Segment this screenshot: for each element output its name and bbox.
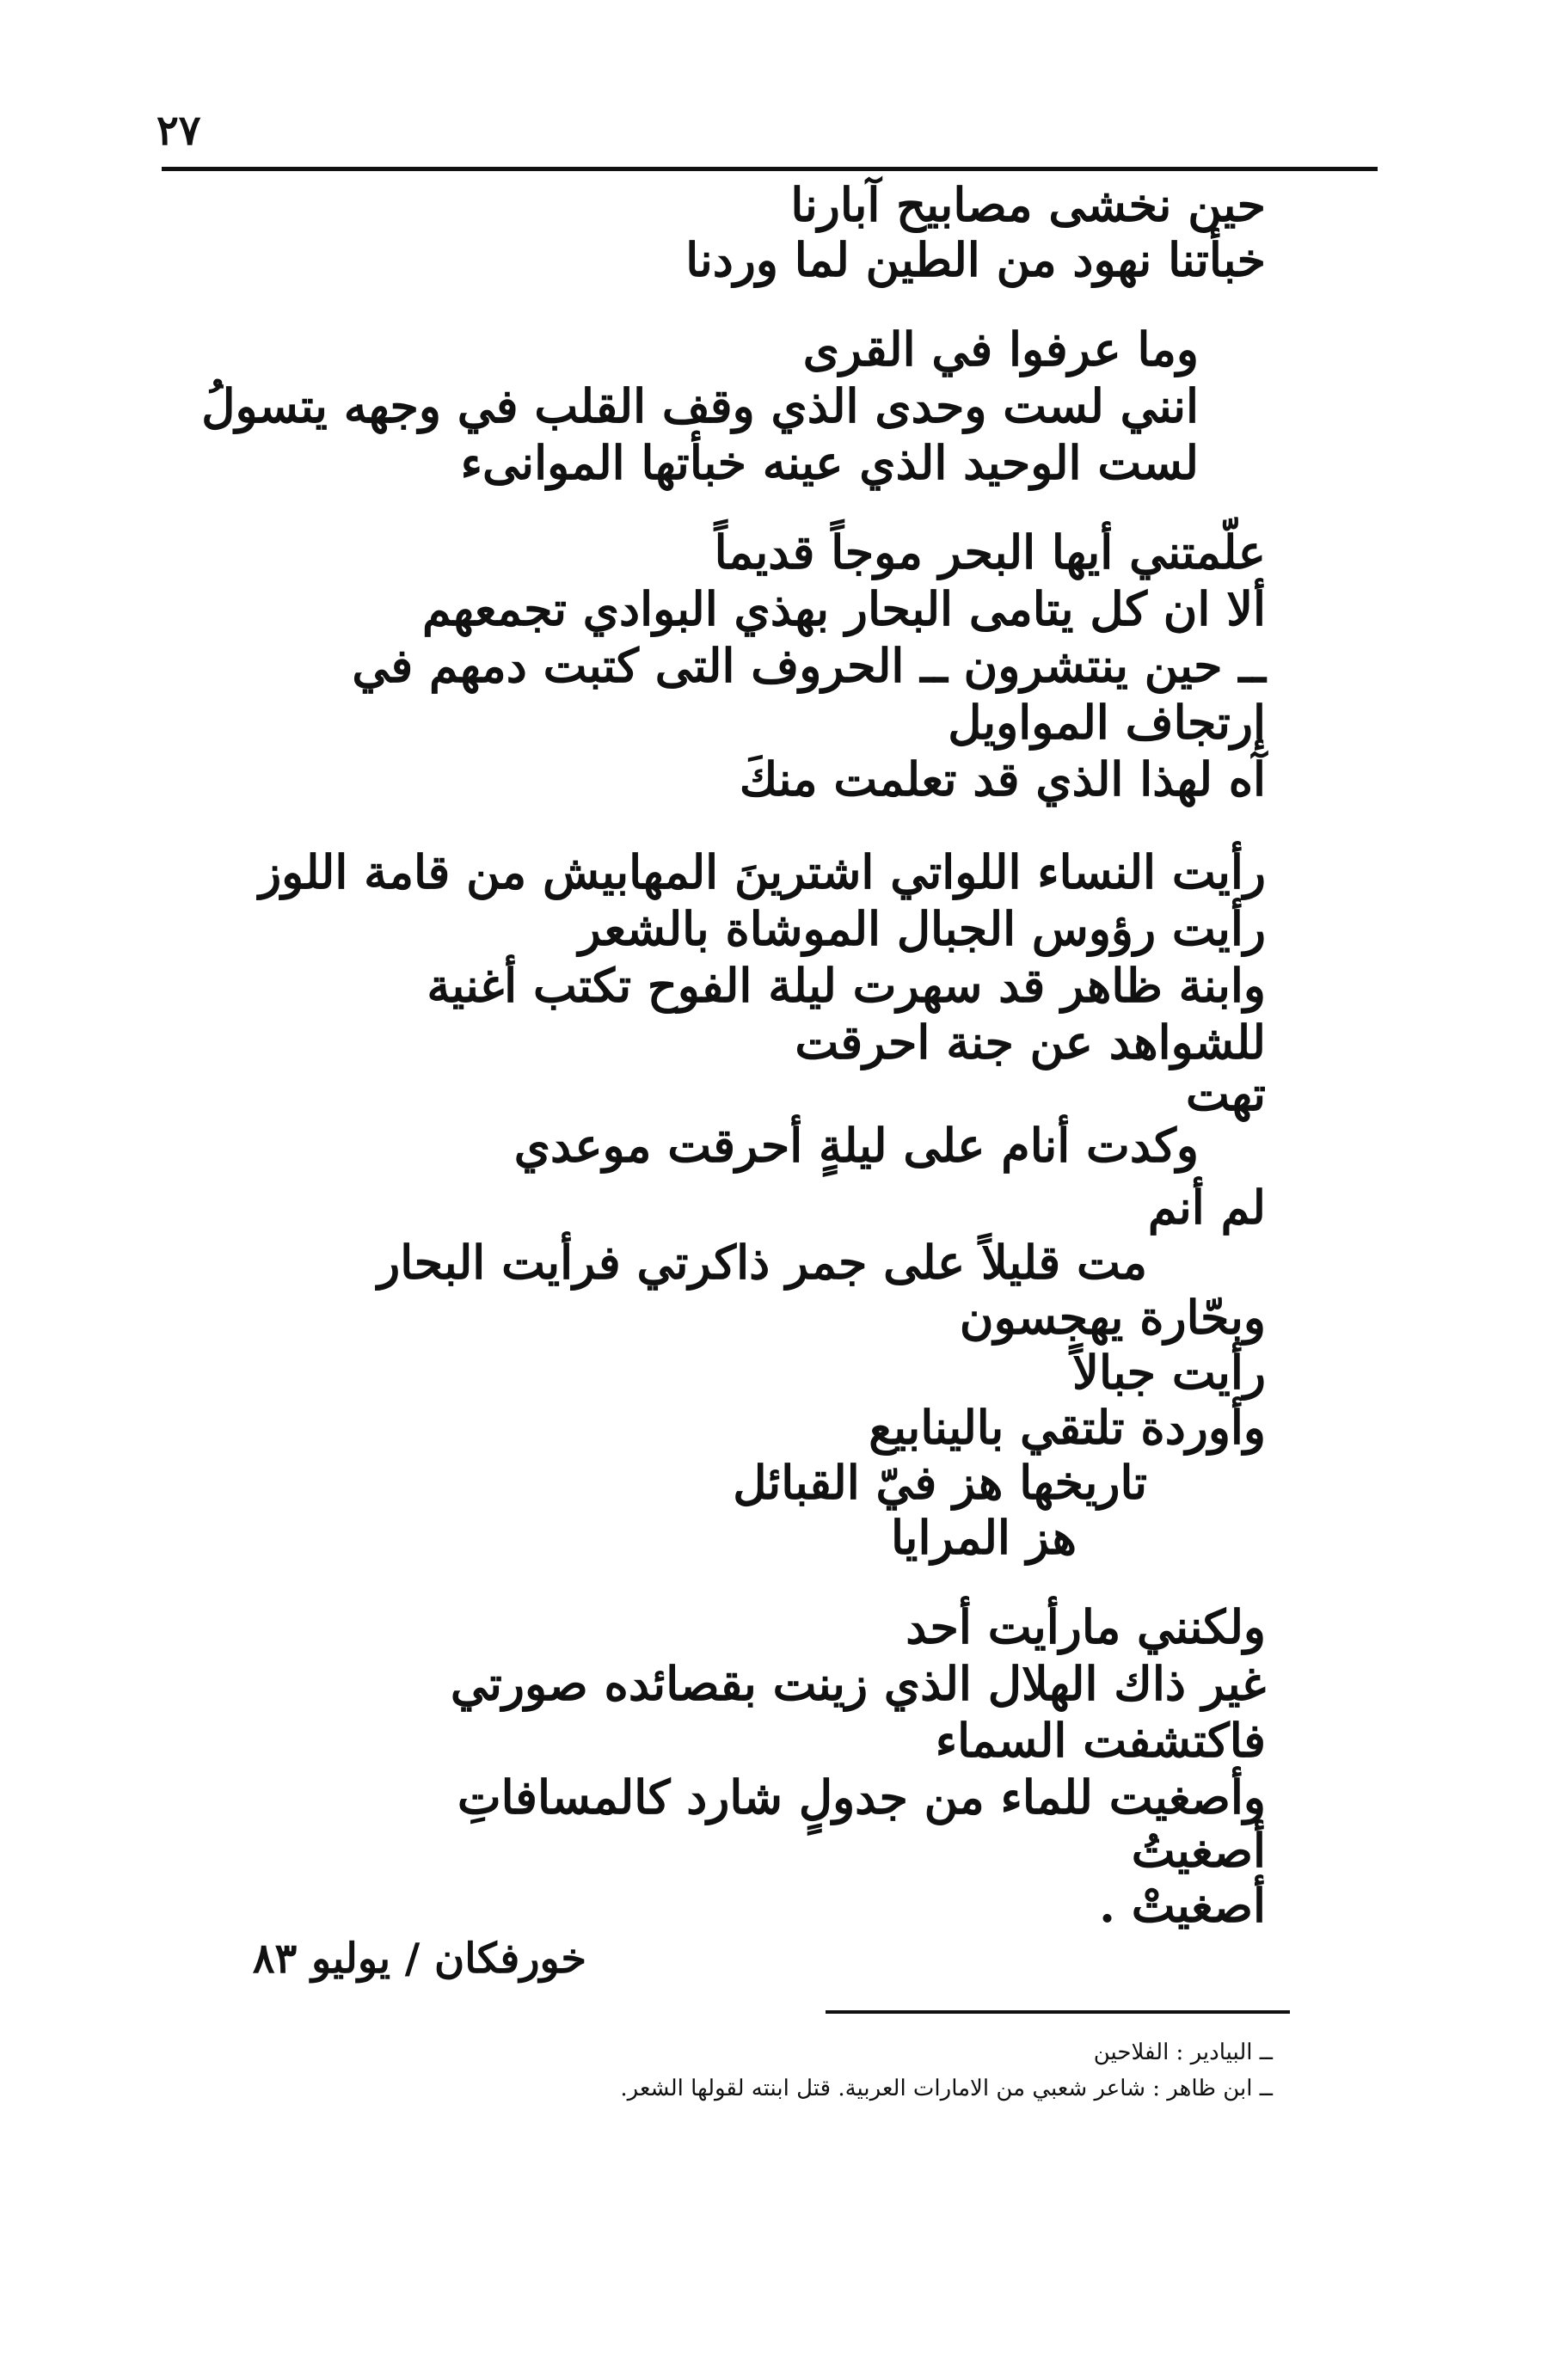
poem-line: رأيت جبالاً xyxy=(1072,1345,1266,1400)
poem-line: تهت xyxy=(1186,1066,1266,1121)
poem-line: انني لست وحدى الذي وقف القلب في وجهه يتسولُ xyxy=(201,378,1199,433)
poem-line: حين نخشى مصابيح آبارنا xyxy=(790,177,1266,232)
poem-line: ــ حين ينتشرون ــ الحروف التى كتبت دمهم في xyxy=(352,638,1266,693)
poem-line: وما عرفوا في القرى xyxy=(802,322,1199,377)
poem-line: لم أنم xyxy=(1147,1180,1266,1235)
poem-line: ألا ان كل يتامى البحار بهذي البوادي تجمعهم xyxy=(422,581,1266,636)
poem-line: وأوردة تلتقي بالينابيع xyxy=(869,1400,1266,1455)
poem-line: آه لهذا الذي قد تعلمت منكَ xyxy=(739,751,1266,807)
footnote: ــ ابن ظاهر : شاعر شعبي من الامارات العربية. قتل ابنته لقولها الشعر. xyxy=(620,2076,1273,2101)
poem-line: مت قليلاً على جمر ذاكرتي فرأيت البحار xyxy=(378,1235,1147,1290)
poem-line: فاكتشفت السماء xyxy=(935,1713,1266,1768)
poem-line: ولكنني مارأيت أحد xyxy=(906,1599,1266,1654)
signature: خورفكان / يوليو ٨٣ xyxy=(252,1935,586,1983)
poem-line: أصغيتْ . xyxy=(1099,1878,1266,1933)
poem-line: علّمتني أيها البحر موجاً قديماً xyxy=(714,524,1266,580)
footnote: ــ البيادير : الفلاحين xyxy=(1093,2040,1273,2065)
poem-line: وبحّارة يهجسون xyxy=(959,1290,1266,1345)
poem-line: للشواهد عن جنة احرقت xyxy=(795,1015,1266,1070)
poem-line: وابنة ظاهر قد سهرت ليلة الفوح تكتب أغنية xyxy=(427,958,1266,1013)
poem-line: لست الوحيد الذي عينه خبأتها الموانىء xyxy=(460,435,1199,490)
poem-line: إرتجاف المواويل xyxy=(948,695,1266,750)
poem-line: خبأتنا نهود من الطين لما وردنا xyxy=(685,232,1266,287)
poem-line: أصغيتُ xyxy=(1131,1823,1266,1878)
poem-line: وكدت أنام على ليلةٍ أحرقت موعدي xyxy=(513,1118,1199,1173)
poem-line: وأصغيت للماء من جدولٍ شارد كالمسافاتِ xyxy=(457,1770,1266,1825)
page-number: ٢٧ xyxy=(157,107,201,155)
poem-line: غير ذاك الهلال الذي زينت بقصائده صورتي xyxy=(450,1656,1266,1711)
poem-line: تاريخها هز فيّ القبائل xyxy=(733,1455,1147,1510)
footnote-rule xyxy=(826,2010,1290,2014)
poem-line: هز المرايا xyxy=(890,1510,1077,1565)
poem-line: رأيت رؤوس الجبال الموشاة بالشعر xyxy=(578,901,1266,956)
poem-line: رأيت النساء اللواتي اشترينَ المهابيش من قامة اللوز xyxy=(259,844,1266,899)
